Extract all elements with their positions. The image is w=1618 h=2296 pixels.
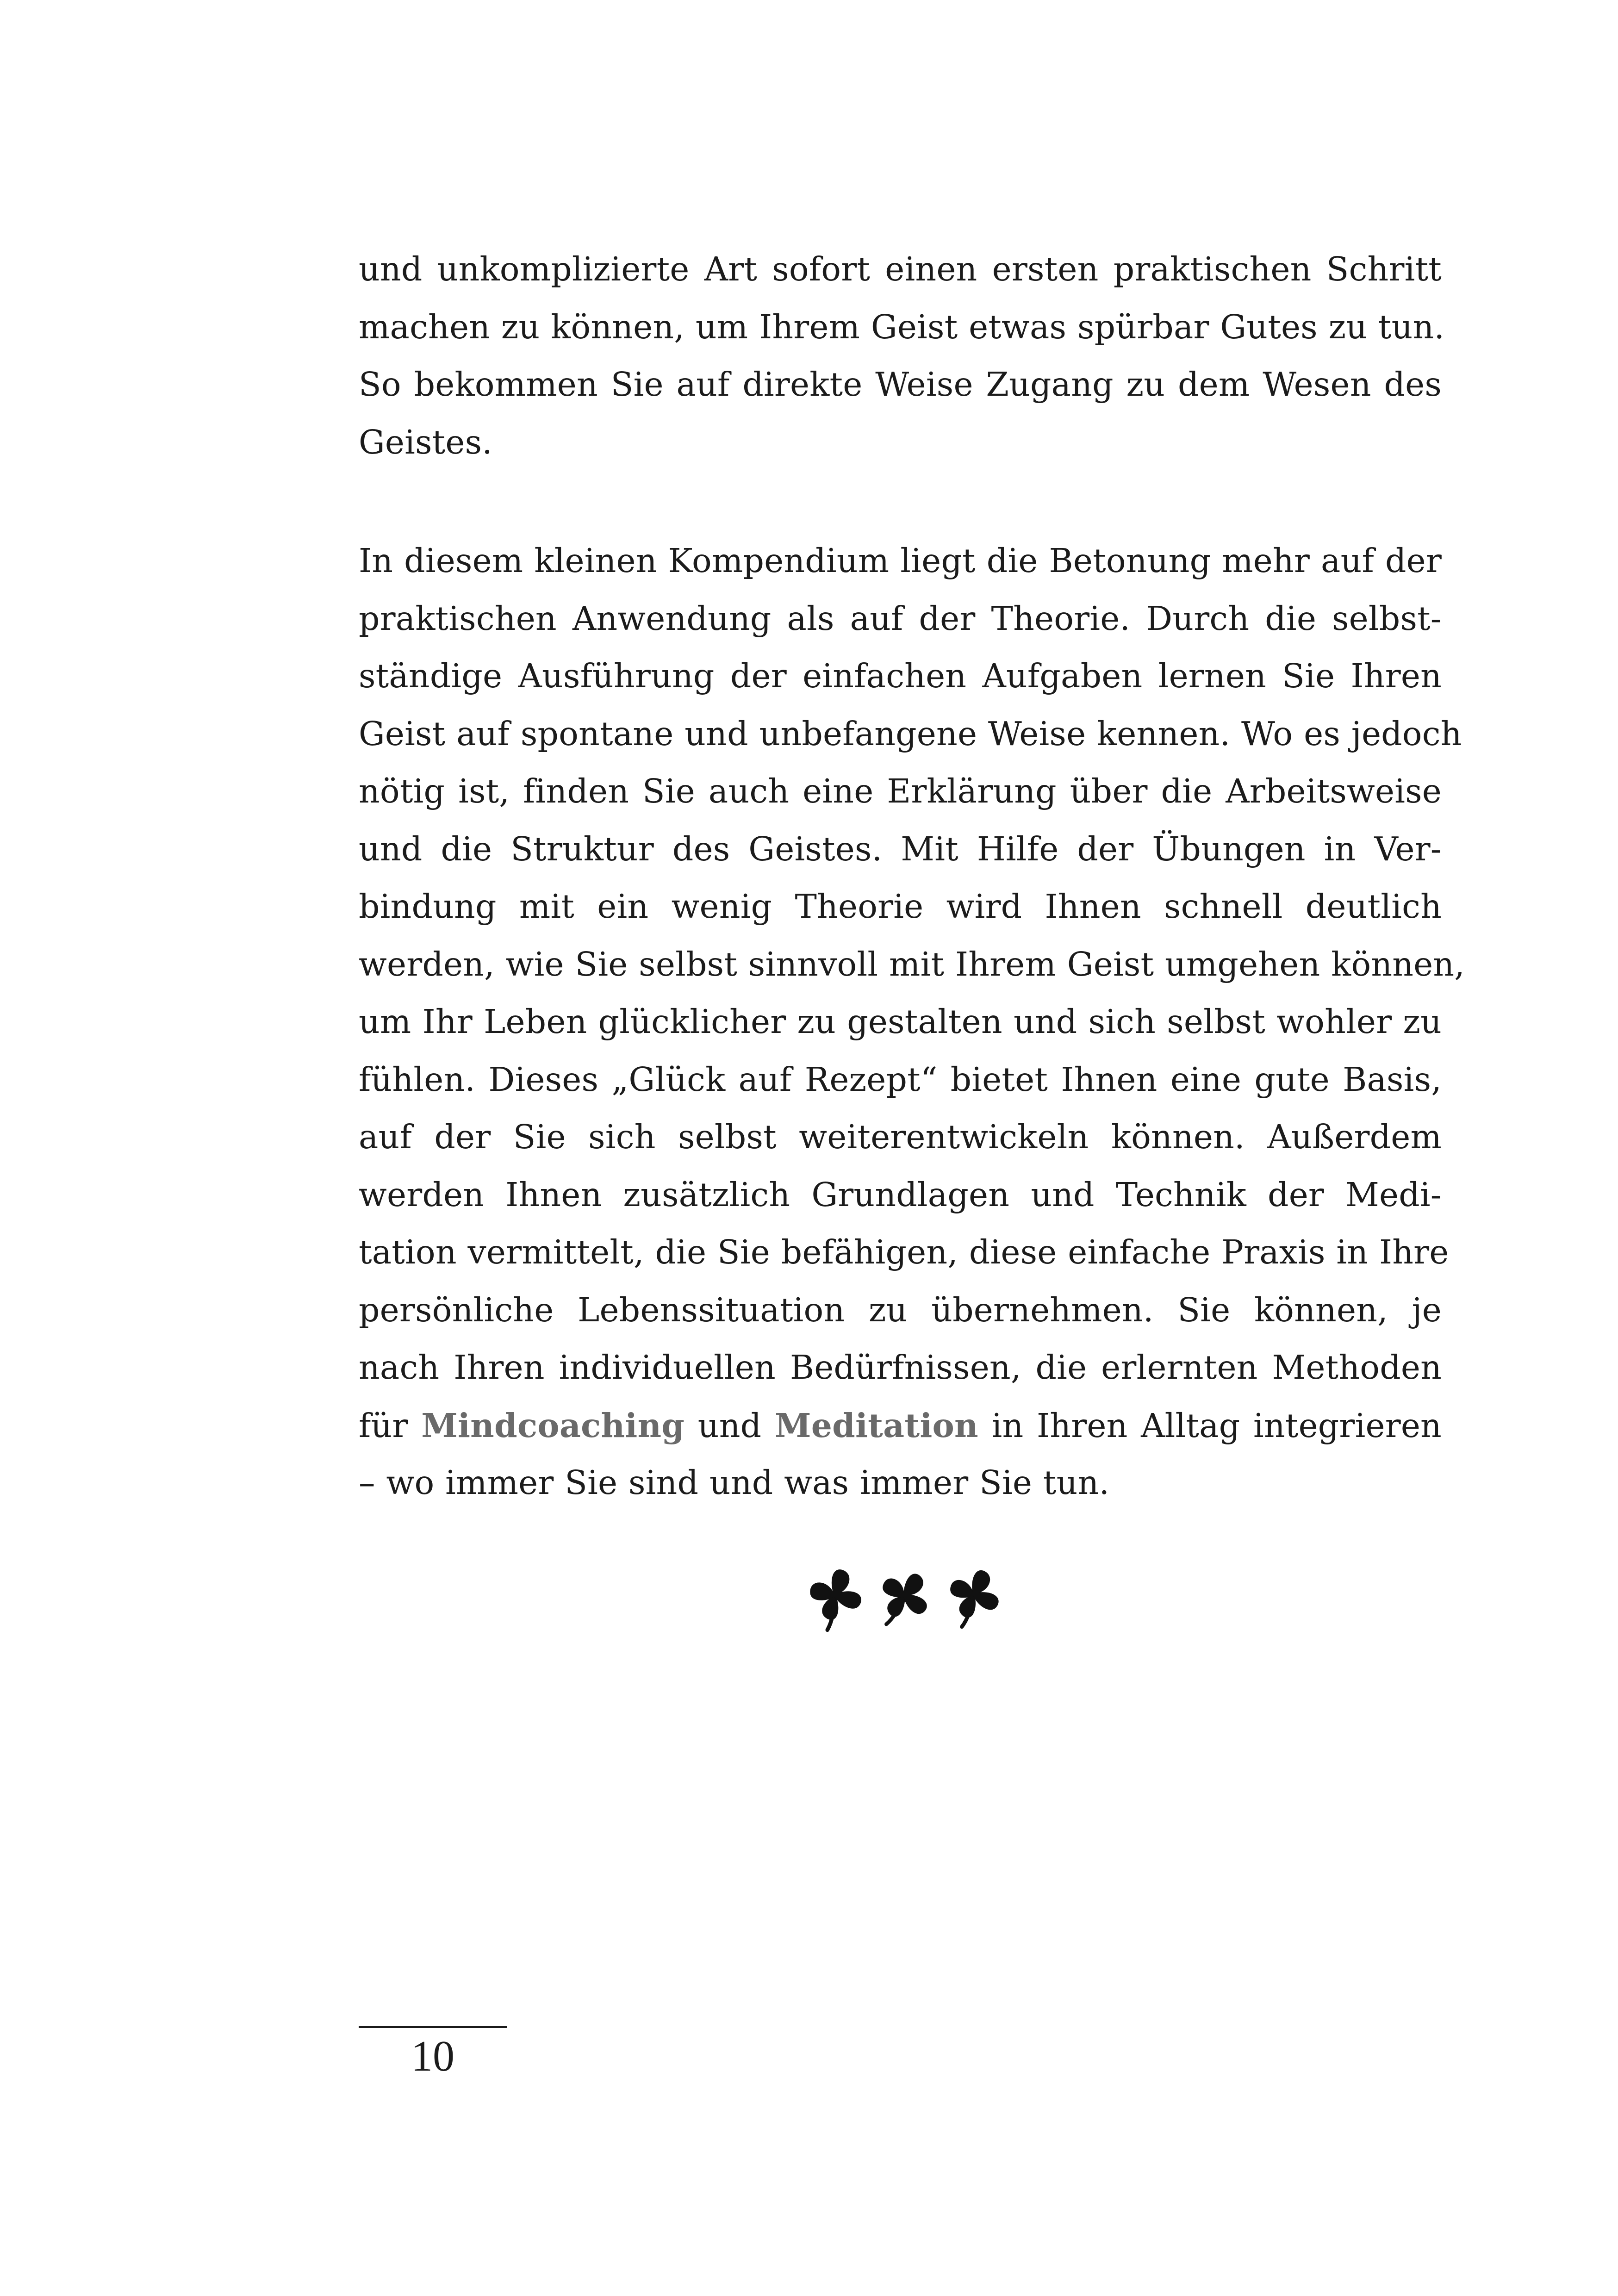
text-line: werden Ihnen zusätzlich Grundlagen und Technik der Medi- <box>359 1175 1442 1214</box>
text-line: ständige Ausführung der einfachen Aufgaben lernen Sie Ihren <box>359 657 1442 695</box>
text-line: werden, wie Sie selbst sinnvoll mit Ihrem Geist umgehen können, <box>359 945 1465 983</box>
text-line: So bekommen Sie auf direkte Weise Zugang zu dem Wesen des <box>359 365 1442 404</box>
page-number: 10 <box>411 2032 454 2080</box>
text-line: und die Struktur des Geistes. Mit Hilfe der Übungen in Ver- <box>359 829 1442 868</box>
clover-leaf-icon <box>949 1569 1000 1627</box>
text-line: tation vermittelt, die Sie befähigen, diese einfache Praxis in Ihre <box>359 1233 1449 1271</box>
emphasis-meditation: Meditation <box>774 1406 978 1445</box>
text-line: auf der Sie sich selbst weiterentwickeln können. Außerdem <box>359 1118 1442 1156</box>
text-line: In diesem kleinen Kompendium liegt die Betonung mehr auf der <box>359 541 1442 580</box>
text-run: für <box>359 1406 422 1445</box>
text-line: um Ihr Leben glücklicher zu gestalten und sich selbst wohler zu <box>359 1002 1442 1041</box>
emphasis-mindcoaching: Mindcoaching <box>421 1406 685 1445</box>
text-line: Geist auf spontane und unbefangene Weise kennen. Wo es jedoch <box>359 714 1462 753</box>
text-line-with-emphasis <box>359 1397 1442 1455</box>
clover-leaf-icon <box>878 1570 931 1630</box>
text-run: in Ihren Alltag integrieren <box>978 1406 1442 1445</box>
text-line: machen zu können, um Ihrem Geist etwas spürbar Gutes zu tun. <box>359 307 1445 346</box>
text-line: nach Ihren individuellen Bedürfnissen, die erlernten Methoden <box>359 1348 1442 1387</box>
paragraph-2 <box>359 532 1465 1512</box>
text-line: bindung mit ein wenig Theorie wird Ihnen schnell deutlich <box>359 887 1442 926</box>
text-line: und unkomplizierte Art sofort einen ersten praktischen Schritt <box>359 250 1442 288</box>
three-clover-leaves-icon <box>797 1563 1010 1633</box>
text-line: fühlen. Dieses „Glück auf Rezept“ bietet Ihnen eine gute Basis, <box>359 1060 1442 1099</box>
text-run: und <box>685 1406 775 1445</box>
paragraph-1 <box>359 241 1445 471</box>
footer-rule <box>359 2026 507 2028</box>
text-line: persönliche Lebenssituation zu übernehmen. Sie können, je <box>359 1290 1442 1329</box>
text-line: nötig ist, finden Sie auch eine Erklärung über die Arbeitsweise <box>359 772 1442 810</box>
text-line: praktischen Anwendung als auf der Theorie. Durch die selbst- <box>359 599 1442 638</box>
text-line: Geistes. <box>359 423 493 461</box>
text-line: – wo immer Sie sind und was immer Sie tun. <box>359 1463 1110 1502</box>
clover-leaf-icon <box>807 1567 866 1632</box>
